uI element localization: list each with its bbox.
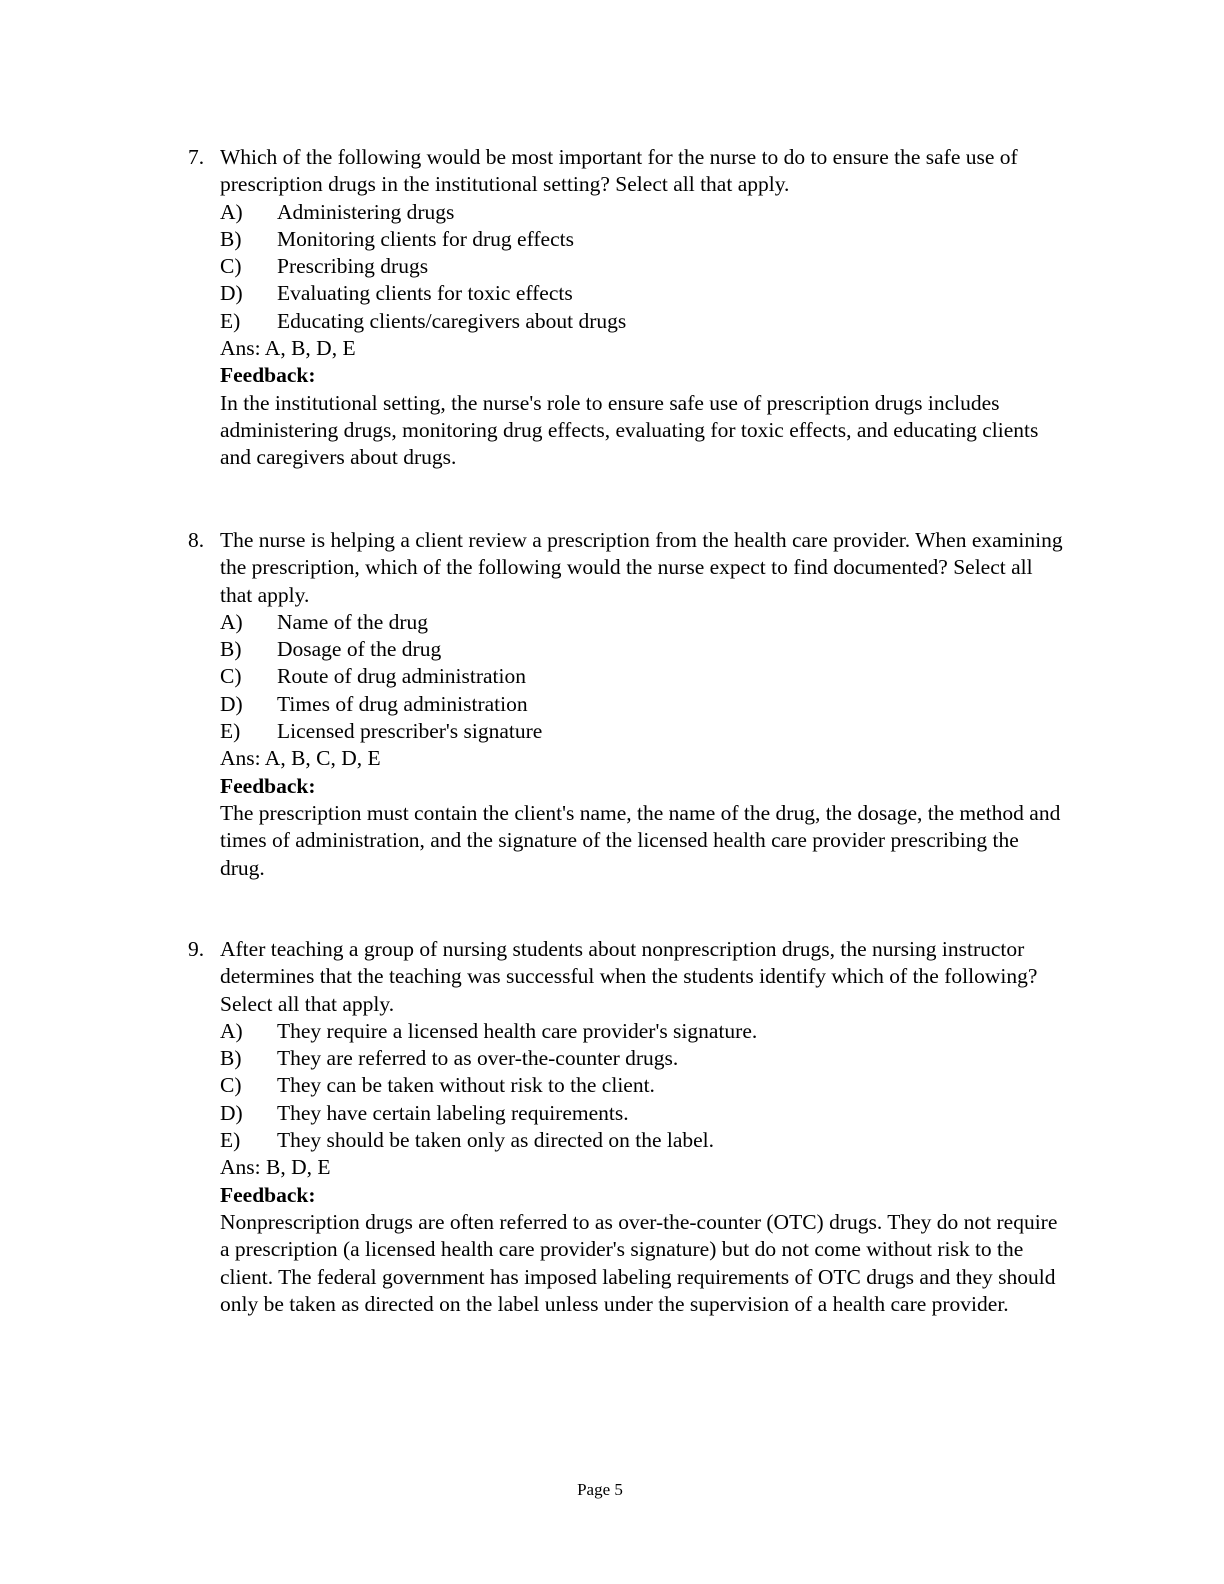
option-text: Licensed prescriber's signature xyxy=(277,719,543,744)
feedback-text: Nonprescription drugs are often referred to as over-the-counter (OTC) drugs. They do not require a prescription (a licensed health care provider's signature) but do not come without risk to the client. The federal government has imposed labeling requirements of OTC drugs and they should only be taken as directed on the label unless under the supervision of a health care provider. xyxy=(220,1209,1058,1316)
answer-key: Ans: B, D, E xyxy=(220,1155,331,1180)
option-letter: B) xyxy=(220,226,242,251)
option-b xyxy=(188,1045,1068,1072)
option-text: Times of drug administration xyxy=(277,691,528,716)
question-stem-line xyxy=(188,527,1068,609)
option-letter: D) xyxy=(220,691,243,716)
option-e xyxy=(188,308,1068,335)
option-c xyxy=(188,663,1068,690)
feedback-text: In the institutional setting, the nurse's role to ensure safe use of prescription drugs includes administering drugs, monitoring drug effects, evaluating for toxic effects, and educating clients and caregivers about drugs. xyxy=(220,390,1039,470)
option-d xyxy=(188,280,1068,307)
option-b xyxy=(188,636,1068,663)
option-text: They are referred to as over-the-counter drugs. xyxy=(277,1046,679,1071)
options-list xyxy=(188,1018,1068,1154)
options-list xyxy=(188,199,1068,335)
option-a xyxy=(188,609,1068,636)
option-text: They have certain labeling requirements. xyxy=(277,1100,629,1125)
option-d xyxy=(188,1100,1068,1127)
option-letter: E) xyxy=(220,719,241,744)
question-stem-line xyxy=(188,936,1068,1018)
option-e xyxy=(188,1127,1068,1154)
option-text: Route of drug administration xyxy=(277,664,527,689)
option-text: Name of the drug xyxy=(277,609,429,634)
option-c xyxy=(188,1072,1068,1099)
option-letter: C) xyxy=(220,1073,242,1098)
question-number: 8. xyxy=(188,528,205,552)
question-stem: Which of the following would be most important for the nurse to do to ensure the safe use of prescription drugs in the institutional setting? Select all that apply. xyxy=(220,145,1018,197)
option-letter: D) xyxy=(220,1100,243,1125)
option-letter: A) xyxy=(220,609,243,634)
question-7 xyxy=(188,144,1068,472)
option-text: They require a licensed health care provider's signature. xyxy=(277,1018,758,1043)
question-stem: The nurse is helping a client review a prescription from the health care provider. When examining the prescription, which of the following would the nurse expect to find documented? Select all that apply. xyxy=(220,528,1063,607)
options-list xyxy=(188,609,1068,745)
option-text: Prescribing drugs xyxy=(277,254,429,279)
feedback-heading: Feedback: xyxy=(220,1182,316,1207)
option-text: Educating clients/caregivers about drugs xyxy=(277,308,627,333)
option-e xyxy=(188,718,1068,745)
option-letter: A) xyxy=(220,1018,243,1043)
option-text: They should be taken only as directed on the label. xyxy=(277,1128,715,1153)
feedback-text: The prescription must contain the client's name, the name of the drug, the dosage, the method and times of administration, and the signature of the licensed health care provider prescribing the drug. xyxy=(220,800,1061,880)
question-stem-line xyxy=(188,144,1068,199)
question-9 xyxy=(188,936,1068,1318)
option-text: Evaluating clients for toxic effects xyxy=(277,281,573,306)
option-text: Administering drugs xyxy=(277,199,455,224)
option-letter: D) xyxy=(220,281,243,306)
option-text: Monitoring clients for drug effects xyxy=(277,226,574,251)
feedback-heading: Feedback: xyxy=(220,363,316,388)
option-letter: C) xyxy=(220,664,242,689)
option-letter: A) xyxy=(220,199,243,224)
question-number: 7. xyxy=(188,145,205,169)
option-letter: B) xyxy=(220,637,242,662)
answer-key: Ans: A, B, C, D, E xyxy=(220,746,381,771)
question-stem: After teaching a group of nursing students about nonprescription drugs, the nursing instructor determines that the teaching was successful when the students identify which of the following? Select all that apply. xyxy=(220,937,1038,1016)
option-letter: C) xyxy=(220,254,242,279)
feedback-heading: Feedback: xyxy=(220,773,316,798)
option-c xyxy=(188,253,1068,280)
option-d xyxy=(188,691,1068,718)
option-b xyxy=(188,226,1068,253)
option-letter: E) xyxy=(220,308,241,333)
question-8 xyxy=(188,527,1068,882)
page-number: Page 5 xyxy=(577,1480,623,1499)
option-a xyxy=(188,1018,1068,1045)
question-number: 9. xyxy=(188,937,205,961)
answer-key: Ans: A, B, D, E xyxy=(220,336,356,361)
option-a xyxy=(188,199,1068,226)
option-text: Dosage of the drug xyxy=(277,637,442,662)
option-text: They can be taken without risk to the client. xyxy=(277,1073,655,1098)
option-letter: E) xyxy=(220,1128,241,1153)
option-letter: B) xyxy=(220,1046,242,1071)
